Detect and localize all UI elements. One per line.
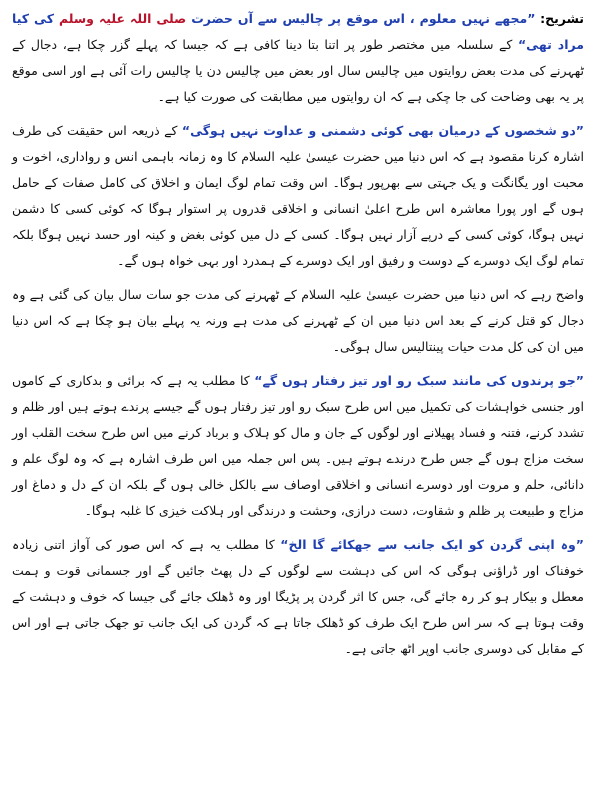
honorific-highlight: صلی اللہ علیہ وسلم (58, 11, 187, 26)
paragraph-5 (12, 532, 584, 662)
paragraph-body: واضح رہے کہ اس دنیا میں حضرت عیسیٰ علیہ السلام کے ٹھہرنے کی مدت جو سات سال بیان کی گئی ہے وہ دجال کو قتل کرنے کے بعد اس دنیا میں ان کے ٹھہرنے کی مدت ہے ورنہ یہ پہلے بیان ہو چکا ہے کہ اس دنیا میں ان کی کل مدت حیات پینتالیس سال ہوگی۔ (12, 287, 584, 354)
paragraph-body: کا مطلب یہ ہے کہ اس صور کی آواز اتنی زیادہ خوفناک اور ڈراؤنی ہوگی کہ اس کی دہشت سے لوگوں کے دل پھٹ جائیں گے اور جسمانی قوت و ہمت معطل و بیکار ہو کر رہ جائے گی، جس کا اثر گردن پر پڑیگا اور وہ ڈھلک جائے گی جیسا کہ خوف و دہشت کے وقت ہوتا ہے کہ سر اس طرح ایک طرف کو ڈھلک جاتا ہے کہ گردن کی ایک جانب تو جھک جاتی ہے اور اس کے مقابل کی دوسری جانب اوپر اٹھ جاتی ہے۔ (12, 537, 584, 656)
quote-highlight: ”وہ اپنی گردن کو ایک جانب سے جھکائے گا الخ“ (280, 537, 585, 552)
quote-highlight: ”جو پرندوں کی مانند سبک رو اور تیز رفتار ہوں گے“ (254, 373, 584, 388)
paragraph-1 (12, 6, 584, 110)
paragraph-body: کا مطلب یہ ہے کہ برائی و بدکاری کے کاموں اور جنسی خواہشات کی تکمیل میں اس طرح سبک رو اور تیز رفتار ہوں گے جیسے پرندے ہوتے ہیں اور ظلم و تشدد کرنے، فتنہ و فساد پھیلانے اور لوگوں کے جان و مال کو ہلاک و برباد کرنے میں اس طرح سخت القلب اور سخت مزاج ہوں گے جس طرح درندے ہوتے ہیں۔ پس اس جملہ میں اس طرف اشارہ ہے کہ وہ لوگ علم و دانائی، حلم و مروت اور دوسرے انسانی و اخلاقی اوصاف سے بالکل خالی ہوں گے بلکہ ان کے دل و دماغ اور مزاج و طبیعت پر ظلم و شقاوت، دست درازی، وحشت و درندگی اور ہلاکت خیزی کا غلبہ ہوگا۔ (12, 373, 584, 518)
quote-highlight: ”دو شخصوں کے درمیان بھی کوئی دشمنی و عداوت نہیں ہوگی“ (181, 123, 584, 138)
paragraph-body: کے ذریعہ اس حقیقت کی طرف اشارہ کرنا مقصود ہے کہ اس دنیا میں حضرت عیسیٰ علیہ السلام کا وہ زمانہ باہمی انس و رواداری، اخوت و محبت اور یگانگت و یک جہتی سے بھرپور ہوگا۔ اس وقت تمام لوگ ایمان و اخلاق کی کامل صفات کے حامل ہوں گے اور پورا معاشرہ اس طرح اعلیٰ انسانی و اخلاقی قدروں پر استوار ہوگا کہ کوئی کسی کا دشمن نہیں ہوگا، کوئی کسی کے درپے آزار نہیں ہوگا۔ کسی کے دل میں کوئی بغض و کینہ اور حسد نہیں ہوگا بلکہ تمام لوگ ایک دوسرے کے دوست و رفیق اور ایک دوسرے کے ہمدرد اور بہی خواہ ہوں گے۔ (12, 123, 584, 268)
paragraph-body: کے سلسلہ میں مختصر طور پر اتنا بتا دینا کافی ہے کہ جیسا کہ پہلے گزر چکا ہے، دجال کے ٹھہرنے کی مدت بعض روایتوں میں چالیس سال اور بعض میں چالیس دن یا چالیس رات آئی ہے اور اسی موقع پر یہ بھی وضاحت کی جا چکی ہے کہ ان روایتوں میں مطابقت کی صورت کیا ہے۔ (12, 37, 584, 104)
quote-highlight-end: کی کیا مراد تھی“ (12, 11, 585, 52)
paragraph-4 (12, 368, 584, 524)
paragraph-3 (12, 282, 584, 360)
paragraph-2 (12, 118, 584, 274)
explanation-label: تشریح: (540, 11, 584, 26)
quote-highlight: ”مجھے نہیں معلوم ، اس موقع پر چالیس سے آں حضرت (186, 11, 536, 26)
